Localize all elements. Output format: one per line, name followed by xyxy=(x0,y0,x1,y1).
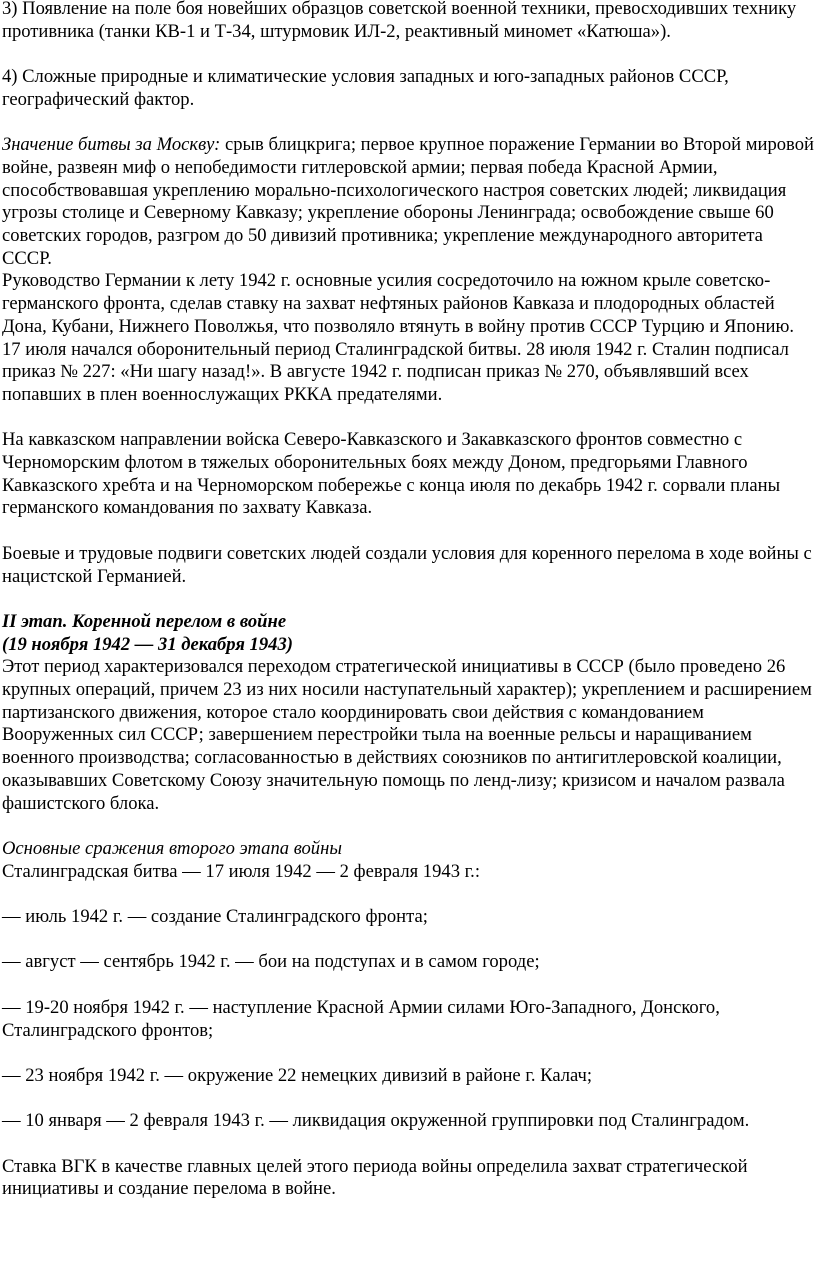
section-heading-dates: (19 ноября 1942 — 31 декабря 1943) xyxy=(2,633,293,655)
paragraph-caucasus: На кавказском направлении войска Северо-Кавказского и Закавказского фронтов совместно с Черноморским флотом в тяжелых оборонительных боях между Доном, предгорьями Главного Кавказского хребта и на Черноморском побережье с конца июля по декабрь 1942 г. сорвали планы германского командования по захвату Кавказа. xyxy=(2,429,781,519)
subheading-battles: Основные сражения второго этапа войны xyxy=(2,837,342,859)
paragraph-geography: 4) Сложные природные и климатические условия западных и юго-западных районов СССР, географический фактор. xyxy=(2,66,729,110)
moscow-significance-body: срыв блицкрига; первое крупное поражение Германии во Второй мировой войне, развеян миф о непобедимости гитлеровской армии; первая победа Красной Армии, способствовавшая укреплению морально-психологического настроя советских людей; ликвидация угрозы столице и Северному Кавказу; укрепление обороны Ленинграда; освобождение свыше 60 советских городов, разгром до 50 дивизий противника; укрепление международного авторитета СССР. xyxy=(2,134,814,269)
paragraph-germany-1942: Руководство Германии к лету 1942 г. основные усилия сосредоточило на южном крыле советско-германского фронта, сделав ставку на захват нефтяных районов Кавказа и плодородных областей Дона, Кубани, Нижнего Поволжья, что позволяло втянуть в войну против СССР Турцию и Японию. 17 июля начался оборонительный период Сталинградской битвы. 28 июля 1942 г. Сталин подписал приказ № 227: «Ни шагу назад!». В августе 1942 г. подписан приказ № 270, объявлявший всех попавших в плен военнослужащих РККА предателями. xyxy=(2,270,795,405)
paragraph-period-description: Этот период характеризовался переходом стратегической инициативы в СССР (было проведено 26 крупных операций, причем 23 из них носили наступательный характер); укреплением и расширением партизанского движения, которое стало координировать свои действия с командованием Вооруженных сил СССР; завершением перестройки тыла на военные рельсы и наращиванием военного производства; согласованностью в действиях союзников по антигитлеровской коалиции, оказывавших Советскому Союзу значительную помощь по ленд-лизу; кризисом и началом развала фашистского блока. xyxy=(2,656,812,814)
list-item: — июль 1942 г. — создание Сталинградского фронта; xyxy=(2,906,428,928)
list-item: — август — сентябрь 1942 г. — бои на подступах и в самом городе; xyxy=(2,951,540,973)
list-item: — 19-20 ноября 1942 г. — наступление Красной Армии силами Юго-Западного, Донского, Сталинградского фронтов; xyxy=(2,996,720,1041)
paragraph-stavka: Ставка ВГК в качестве главных целей этого периода войны определила захват стратегической инициативы и создание перелома в войне. xyxy=(2,1155,748,1200)
list-item: — 23 ноября 1942 г. — окружение 22 немецких дивизий в районе г. Калач; xyxy=(2,1064,593,1086)
list-item: — 10 января — 2 февраля 1943 г. — ликвидация окруженной группировки под Сталинградом. xyxy=(2,1110,750,1132)
paragraph-moscow-significance xyxy=(2,134,814,270)
paragraph-tech: 3) Появление на поле боя новейших образцов советской военной техники, превосходивших технику противника (танки КВ-1 и Т-34, штурмовик ИЛ-2, реактивный миномет «Катюша»). xyxy=(2,0,797,42)
paragraph-stalingrad: Сталинградская битва — 17 июля 1942 — 2 февраля 1943 г.: xyxy=(2,860,480,882)
moscow-significance-lead: Значение битвы за Москву: xyxy=(2,134,221,156)
paragraph-feats: Боевые и трудовые подвиги советских людей создали условия для коренного перелома в ходе войны с нацистской Германией. xyxy=(2,542,812,587)
section-heading: II этап. Коренной перелом в войне xyxy=(2,610,287,632)
